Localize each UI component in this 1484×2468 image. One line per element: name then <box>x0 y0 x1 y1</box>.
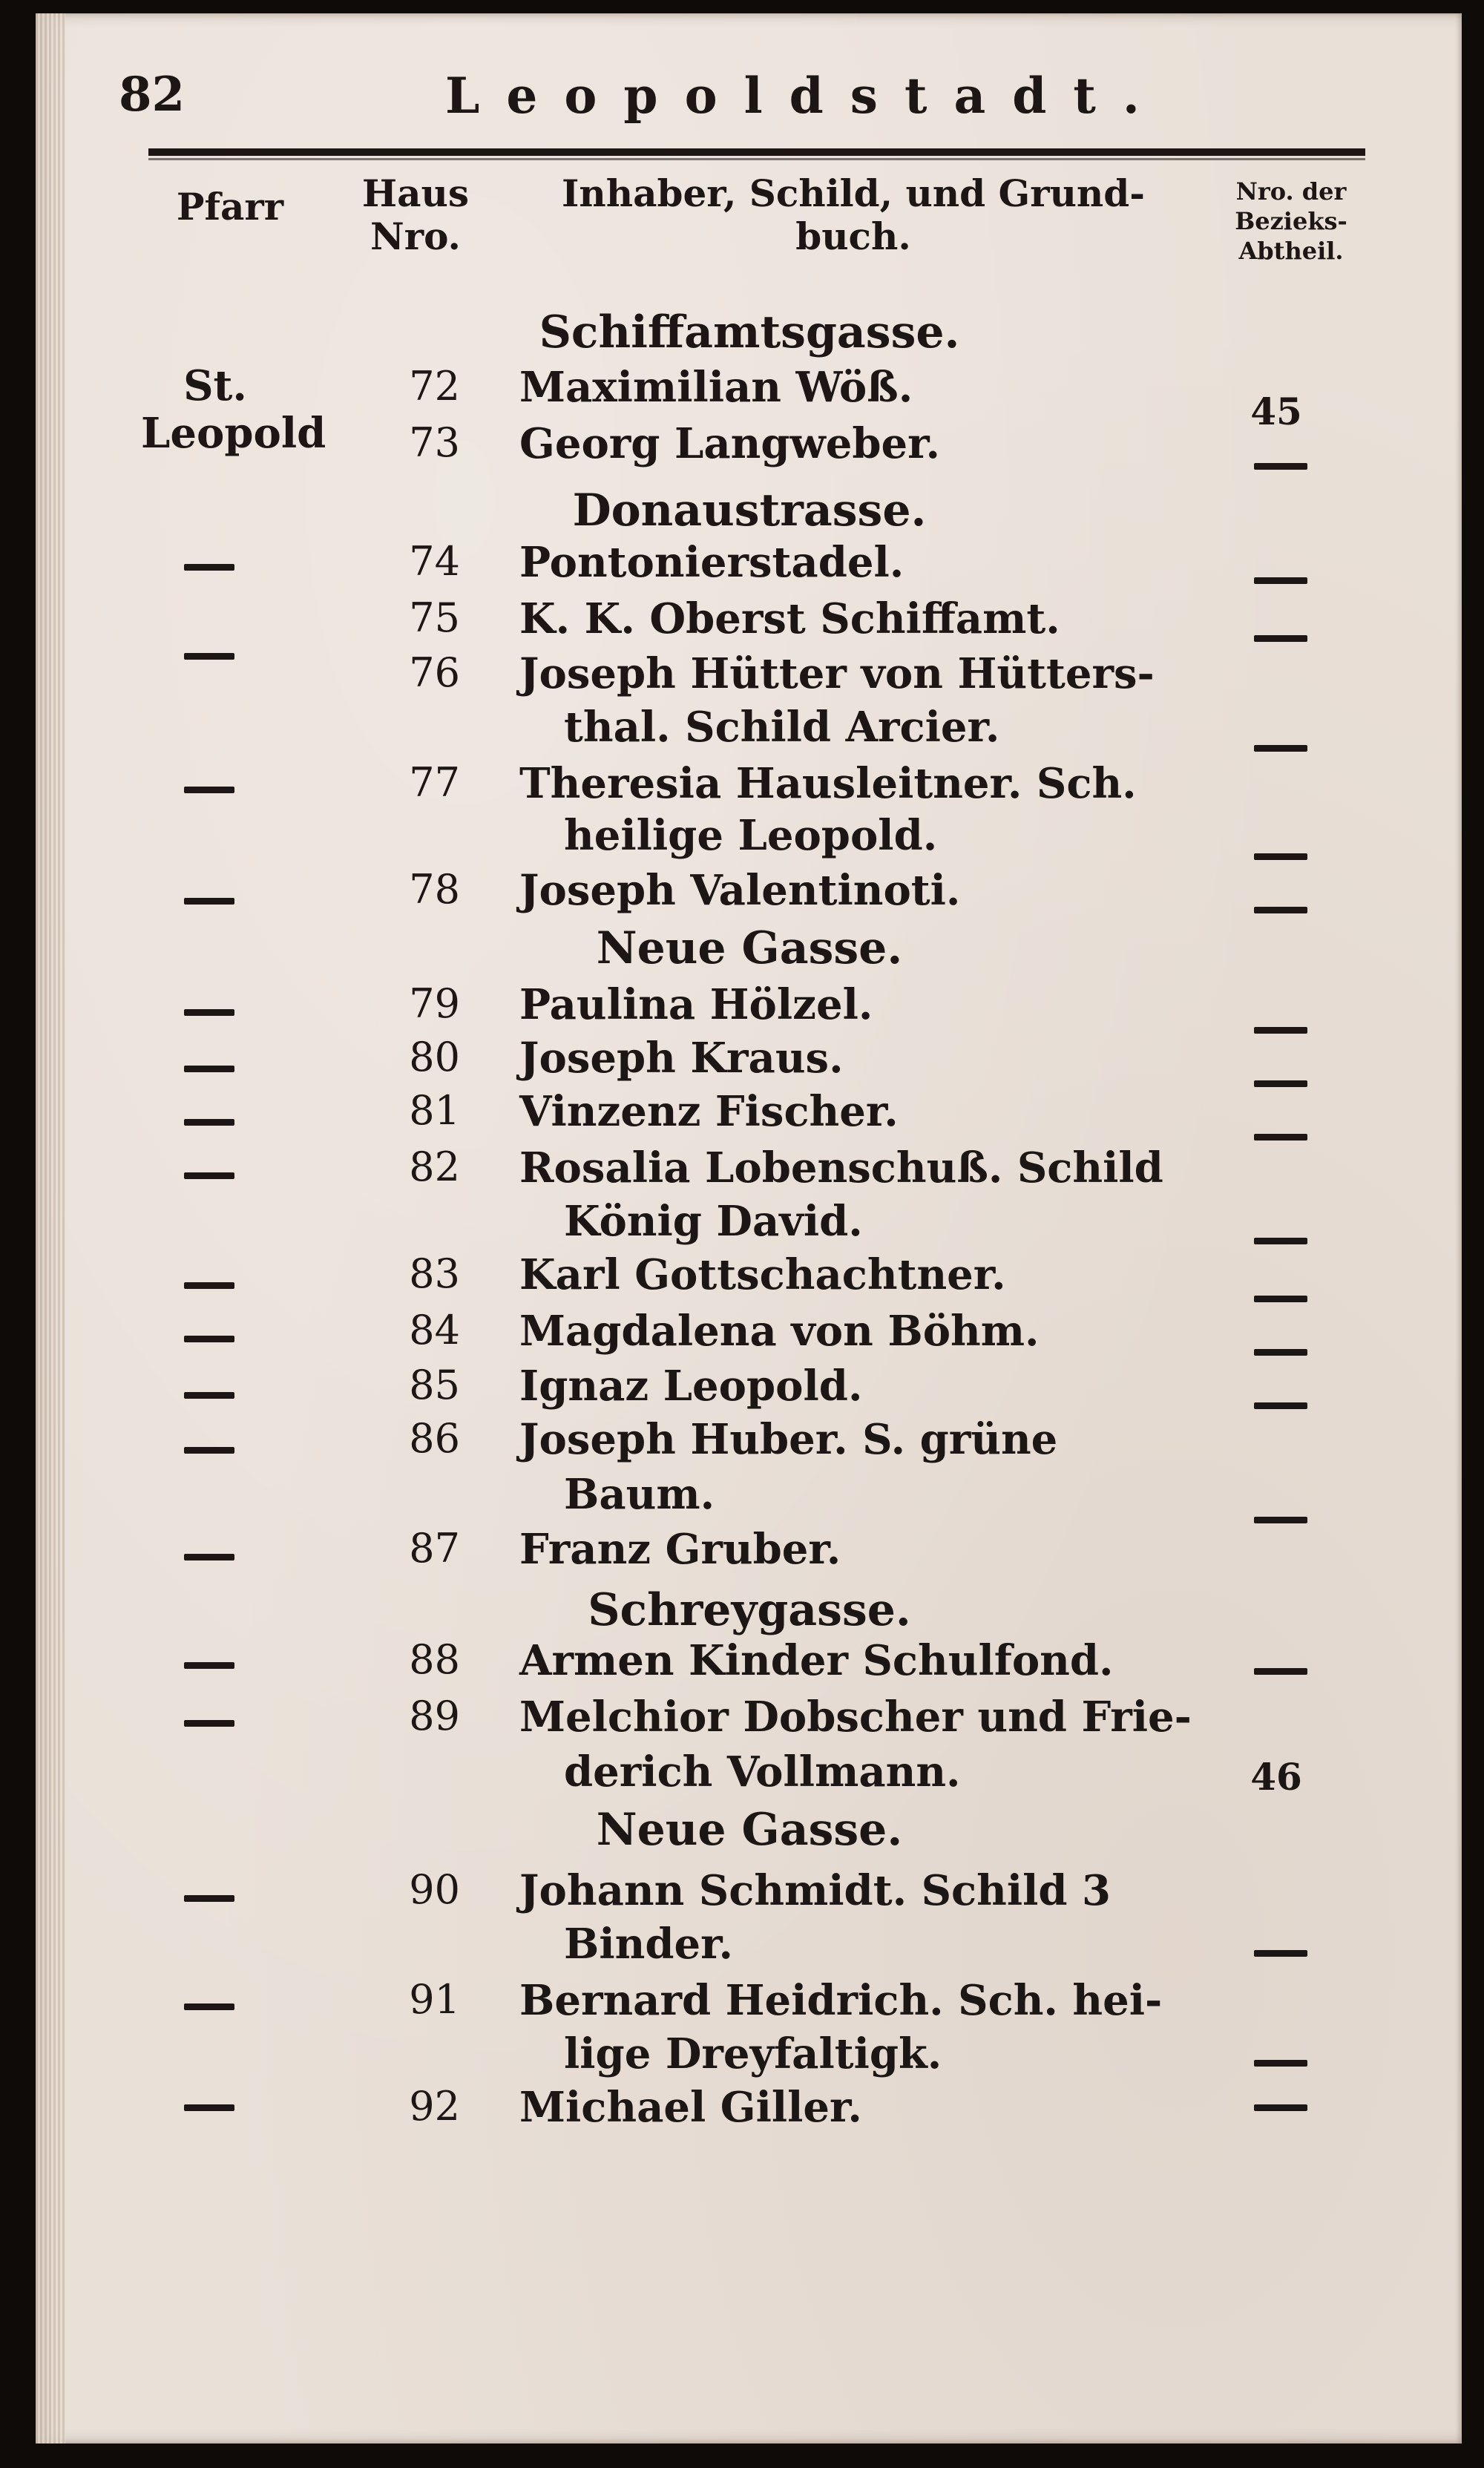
house-number: 85 <box>409 1362 460 1408</box>
ditto-dash <box>1254 635 1307 642</box>
district-number: 46 <box>1250 1755 1302 1799</box>
entry-text: Bernard Heidrich. Sch. hei- <box>519 1976 1163 2025</box>
house-number: 75 <box>409 594 460 641</box>
entry-text: Paulina Hölzel. <box>519 980 873 1029</box>
ditto-dash <box>184 1119 234 1126</box>
entry-text: Joseph Kraus. <box>519 1034 844 1083</box>
col-header-bezirk: Nro. der Bezieks-Abtheil. <box>1235 177 1347 265</box>
house-number: 80 <box>409 1034 460 1080</box>
house-number: 83 <box>409 1250 460 1297</box>
entry-continuation: Baum. <box>564 1470 715 1519</box>
ditto-dash <box>1254 1517 1307 1523</box>
col-header-haus-nro: Haus Nro. <box>361 171 470 258</box>
ditto-dash <box>184 2104 234 2111</box>
house-number: 82 <box>409 1143 460 1190</box>
entry-text: Joseph Hütter von Hütters- <box>519 649 1155 698</box>
house-number: 88 <box>409 1636 460 1683</box>
entry-text: Michael Giller. <box>519 2083 862 2132</box>
house-number: 90 <box>409 1866 460 1913</box>
ditto-dash <box>184 564 234 571</box>
ditto-dash <box>184 1447 234 1454</box>
ditto-dash <box>1254 1668 1307 1675</box>
parish-label: Leopold <box>141 409 326 458</box>
ditto-dash <box>184 1720 234 1727</box>
house-number: 73 <box>409 419 460 466</box>
ditto-dash <box>184 1554 234 1560</box>
street-heading: Schiffamtsgasse. <box>539 306 960 358</box>
entry-text: Franz Gruber. <box>519 1525 841 1574</box>
ditto-dash <box>1254 463 1307 470</box>
ditto-dash <box>1254 1238 1307 1244</box>
ditto-dash <box>1254 907 1307 913</box>
ditto-dash <box>1254 853 1307 860</box>
house-number: 91 <box>409 1976 460 2023</box>
page-number: 82 <box>119 67 186 122</box>
ditto-dash <box>184 1066 234 1072</box>
entry-continuation: Binder. <box>564 1920 733 1969</box>
ditto-dash <box>1254 1349 1307 1356</box>
ditto-dash <box>184 1662 234 1669</box>
parish-label: St. <box>183 361 247 410</box>
col-header-inhaber: Inhaber, Schild, und Grund-buch. <box>562 171 1145 258</box>
ditto-dash <box>184 2003 234 2010</box>
street-heading: Neue Gasse. <box>596 1804 903 1856</box>
entry-text: Joseph Huber. S. grüne <box>519 1415 1058 1464</box>
entry-text: Theresia Hausleitner. Sch. <box>519 759 1137 808</box>
entry-text: Ignaz Leopold. <box>519 1362 863 1411</box>
entry-text: Rosalia Lobenschuß. Schild <box>519 1143 1163 1192</box>
entry-text: K. K. Oberst Schiffamt. <box>519 594 1060 643</box>
house-number: 77 <box>409 759 460 806</box>
ditto-dash <box>1254 1134 1307 1141</box>
entry-text: Armen Kinder Schulfond. <box>519 1636 1114 1685</box>
house-number: 89 <box>409 1693 460 1739</box>
ditto-dash <box>1254 1296 1307 1302</box>
house-number: 79 <box>409 980 460 1027</box>
house-number: 81 <box>409 1087 460 1134</box>
ditto-dash <box>1254 1027 1307 1034</box>
entry-text: Joseph Valentinoti. <box>519 866 961 915</box>
entry-text: Magdalena von Böhm. <box>519 1307 1040 1356</box>
ditto-dash <box>184 1172 234 1179</box>
house-number: 92 <box>409 2083 460 2130</box>
ditto-dash <box>1254 1402 1307 1409</box>
ditto-dash <box>1254 745 1307 752</box>
ditto-dash <box>1254 2060 1307 2067</box>
entry-text: Johann Schmidt. Schild 3 <box>519 1866 1111 1915</box>
entry-text: Vinzenz Fischer. <box>519 1087 899 1136</box>
house-number: 87 <box>409 1525 460 1572</box>
entry-continuation: König David. <box>564 1197 863 1246</box>
entry-text: Georg Langweber. <box>519 419 940 468</box>
header-rule <box>148 148 1365 156</box>
ditto-dash <box>184 787 234 793</box>
page-edges <box>36 13 65 2444</box>
entry-text: Maximilian Wöß. <box>519 363 913 412</box>
ditto-dash <box>1254 1080 1307 1087</box>
entry-continuation: derich Vollmann. <box>564 1747 961 1796</box>
street-heading: Neue Gasse. <box>596 922 903 974</box>
district-number: 45 <box>1250 390 1302 433</box>
ditto-dash <box>184 653 234 660</box>
entry-text: Karl Gottschachtner. <box>519 1250 1006 1299</box>
entry-text: Melchior Dobscher und Frie- <box>519 1693 1192 1742</box>
col-header-pfarr: Pfarr <box>176 185 284 229</box>
ditto-dash <box>1254 577 1307 584</box>
ditto-dash <box>184 1392 234 1399</box>
house-number: 72 <box>409 363 460 410</box>
entry-continuation: lige Dreyfaltigk. <box>564 2029 942 2078</box>
street-heading: Schreygasse. <box>588 1584 911 1636</box>
street-heading: Donaustrasse. <box>572 485 927 536</box>
house-number: 84 <box>409 1307 460 1353</box>
house-number: 76 <box>409 649 460 696</box>
ditto-dash <box>184 1009 234 1016</box>
running-title: Leopoldstadt. <box>445 67 1166 125</box>
ditto-dash <box>1254 1950 1307 1957</box>
house-number: 86 <box>409 1415 460 1462</box>
entry-text: Pontonierstadel. <box>519 538 904 587</box>
ditto-dash <box>184 1282 234 1289</box>
ditto-dash <box>184 1895 234 1902</box>
ditto-dash <box>184 1336 234 1342</box>
entry-continuation: thal. Schild Arcier. <box>564 703 1000 752</box>
header-rule-thin <box>148 158 1365 160</box>
entry-continuation: heilige Leopold. <box>564 811 938 860</box>
house-number: 74 <box>409 538 460 585</box>
house-number: 78 <box>409 866 460 913</box>
ditto-dash <box>1254 2104 1307 2111</box>
ditto-dash <box>184 898 234 905</box>
